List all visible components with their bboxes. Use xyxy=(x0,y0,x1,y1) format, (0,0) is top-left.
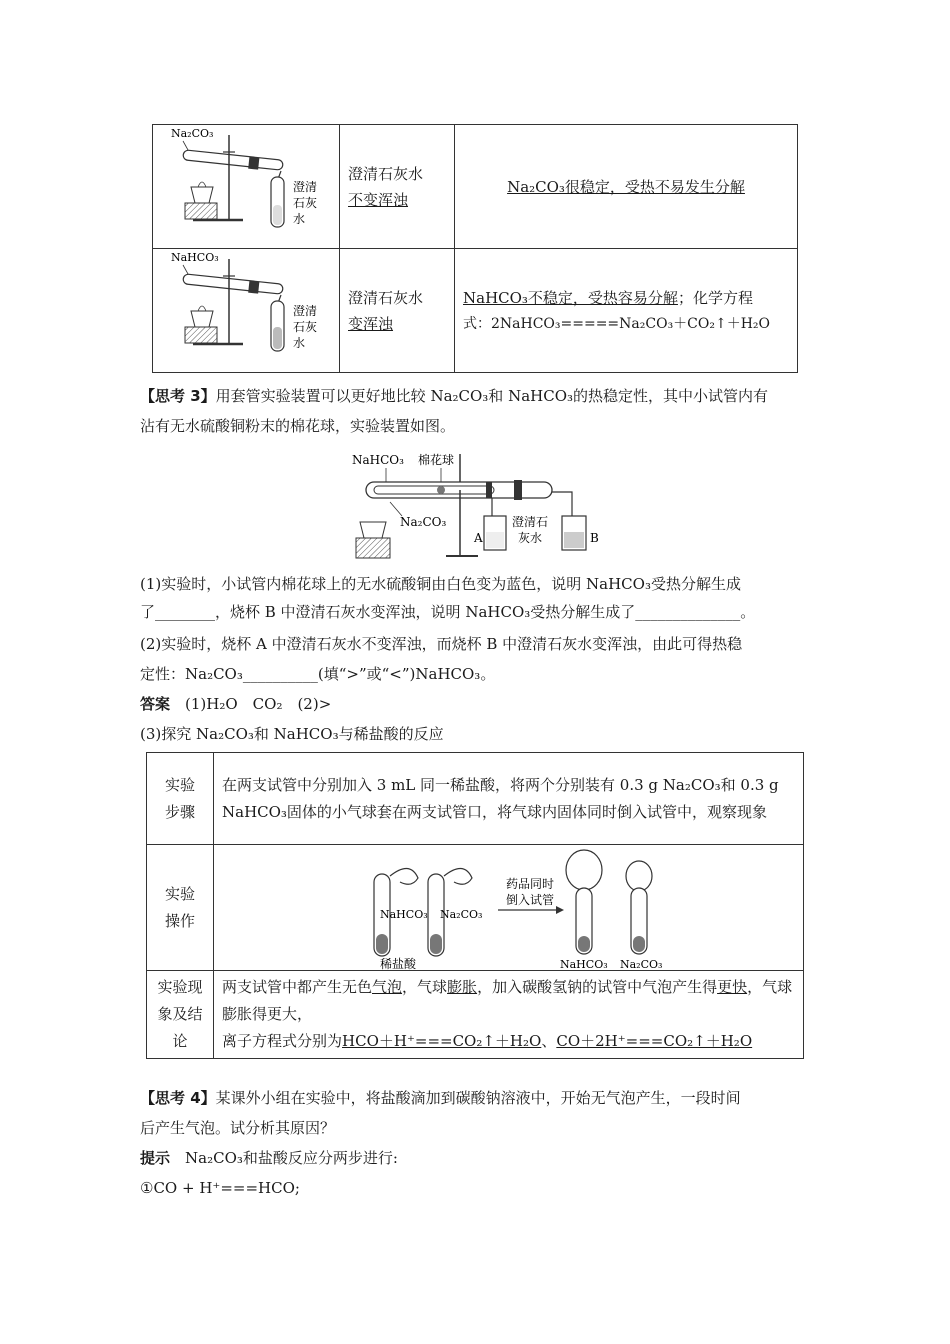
table-row xyxy=(153,249,798,373)
figure-label: Na₂CO₃ xyxy=(440,907,483,921)
result-part: ，加入碳酸氢钠的试管中气泡产生得 xyxy=(477,978,718,996)
result-part: 离子方程式分别为 xyxy=(222,1032,343,1050)
result-key: 更快 xyxy=(717,978,748,996)
figure-label: NaHCO₃ xyxy=(352,453,404,467)
figure-water-label: 水 xyxy=(293,212,306,226)
conclusion-text: Na₂CO₃很稳定，受热不易发生分解 xyxy=(507,177,745,196)
conclusion-text: ；化学方程 xyxy=(677,288,753,307)
row-label-text: 实验现 xyxy=(157,978,203,996)
row-label-text: 论 xyxy=(172,1032,188,1050)
reaction-step: ①CO + H⁺===HCO; xyxy=(140,1179,300,1197)
phenomenon-text: 澄清石灰水 xyxy=(348,288,424,307)
ionic-equation: CO＋2H⁺===CO₂↑＋H₂O xyxy=(556,1032,753,1050)
result-part: 两支试管中都产生无色 xyxy=(222,978,373,996)
apparatus-figure-cell xyxy=(153,249,340,373)
hint-line xyxy=(140,1144,810,1172)
procedure-text: 在两支试管中分别加入 3 mL 同一稀盐酸，将两个分别装有 0.3 g Na₂CO₃和 0.3 g NaHCO₃固体的小气球套在两支试管口，将气球内固体同时倒入试管中，观察现象 xyxy=(214,753,804,845)
heating-apparatus-nahco3-figure xyxy=(153,249,339,364)
figure-label: 灰水 xyxy=(518,531,543,545)
figure-water-label: 澄清 xyxy=(293,304,318,318)
row-label xyxy=(147,845,214,971)
figure-label: 药品同时 xyxy=(506,876,555,891)
table-row xyxy=(147,753,804,845)
row-label-text: 实验 xyxy=(164,775,195,794)
answer-text: (1)H₂O CO₂ (2)> xyxy=(185,695,332,713)
figure-water-label: 石灰 xyxy=(293,196,318,210)
result-key: 气泡 xyxy=(372,978,403,996)
figure-label: Na₂CO₃ xyxy=(171,127,214,140)
table-row xyxy=(147,845,804,971)
operation-figure-cell xyxy=(214,845,804,971)
chemical-equation: 式：2NaHCO₃=====Na₂CO₃＋CO₂↑＋H₂O xyxy=(463,315,771,332)
conclusion-line xyxy=(463,285,789,311)
row-label-text: 步骤 xyxy=(164,802,195,821)
result-text xyxy=(214,971,804,1059)
figure-water-label: 澄清 xyxy=(293,180,318,194)
row-label-text: 实验 xyxy=(164,884,195,903)
think4-text: 某课外小组在实验中，将盐酸滴加到碳酸钠溶液中，开始无气泡产生，一段时间 xyxy=(215,1089,741,1107)
result-part: ，气球膨胀得更大， xyxy=(222,978,793,1023)
sleeve-experiment-figure xyxy=(346,450,606,562)
ionic-equation: HCO＋H⁺===CO₂↑＋H₂O xyxy=(342,1032,542,1050)
think3-text: 用套管实验装置可以更好地比较 Na₂CO₃和 NaHCO₃的热稳定性，其中小试管内有 xyxy=(215,387,769,405)
think4-tag: 【思考 4】 xyxy=(140,1089,216,1107)
heating-comparison-table xyxy=(152,124,798,373)
heating-apparatus-na2co3-figure xyxy=(153,125,339,240)
section-title: (3)探究 Na₂CO₃和 NaHCO₃与稀盐酸的反应 xyxy=(140,725,444,743)
answer-line xyxy=(140,690,810,718)
figure-label: NaHCO₃ xyxy=(380,907,428,921)
figure-label: Na₂CO₃ xyxy=(400,515,447,529)
think4-question-cont: 后产生气泡。试分析其原因？ xyxy=(140,1119,336,1137)
question-2-cont: 定性：Na₂CO₃__________(填“>”或“<”)NaHCO₃。 xyxy=(140,665,496,683)
acid-reaction-table xyxy=(146,752,804,1059)
apparatus-figure-cell xyxy=(153,125,340,249)
hint-label: 提示 xyxy=(140,1149,171,1167)
figure-label: 稀盐酸 xyxy=(380,956,417,970)
think3-question-cont: 沾有无水硫酸铜粉末的棉花球，实验装置如图。 xyxy=(140,417,456,435)
balloon-experiment-figure xyxy=(214,846,794,970)
phenomenon-cell xyxy=(340,249,455,373)
row-label xyxy=(147,971,214,1059)
row-label-text: 象及结 xyxy=(157,1005,203,1023)
figure-water-label: 石灰 xyxy=(293,320,318,334)
think3-question xyxy=(140,382,810,410)
figure-water-label: 水 xyxy=(293,336,306,350)
figure-label: NaHCO₃ xyxy=(560,957,608,970)
conclusion-text: NaHCO₃不稳定，受热容易分解 xyxy=(463,288,678,307)
result-part: ，气球 xyxy=(402,978,448,996)
row-label xyxy=(147,753,214,845)
figure-label: B xyxy=(590,531,599,545)
result-part: 、 xyxy=(541,1032,557,1050)
figure-label: NaHCO₃ xyxy=(171,251,219,264)
figure-label: 棉花球 xyxy=(418,453,455,467)
answer-label: 答案 xyxy=(140,695,171,713)
conclusion-cell xyxy=(455,249,798,373)
question-2: (2)实验时，烧杯 A 中澄清石灰水不变浑浊，而烧杯 B 中澄清石灰水变浑浊，由此可得热稳 xyxy=(140,635,743,653)
table-row xyxy=(153,125,798,249)
figure-label: Na₂CO₃ xyxy=(620,957,663,970)
phenomenon-result: 变浑浊 xyxy=(348,314,394,333)
phenomenon-text: 澄清石灰水 xyxy=(348,164,424,183)
figure-label: A xyxy=(474,531,483,545)
hint-text: Na₂CO₃和盐酸反应分两步进行: xyxy=(185,1149,398,1167)
conclusion-cell xyxy=(455,125,798,249)
think4-question xyxy=(140,1084,810,1112)
figure-label: 倒入试管 xyxy=(506,892,555,907)
think3-tag: 【思考 3】 xyxy=(140,387,216,405)
figure-label: 澄清石 xyxy=(512,515,549,529)
row-label-text: 操作 xyxy=(164,911,195,930)
question-1-cont: 了________，烧杯 B 中澄清石灰水变浑浊，说明 NaHCO₃受热分解生成了______________。 xyxy=(140,603,756,621)
question-1: (1)实验时，小试管内棉花球上的无水硫酸铜由白色变为蓝色，说明 NaHCO₃受热分解生成 xyxy=(140,575,741,593)
table-row xyxy=(147,971,804,1059)
result-key: 膨胀 xyxy=(447,978,478,996)
phenomenon-cell xyxy=(340,125,455,249)
phenomenon-result: 不变浑浊 xyxy=(348,190,409,209)
